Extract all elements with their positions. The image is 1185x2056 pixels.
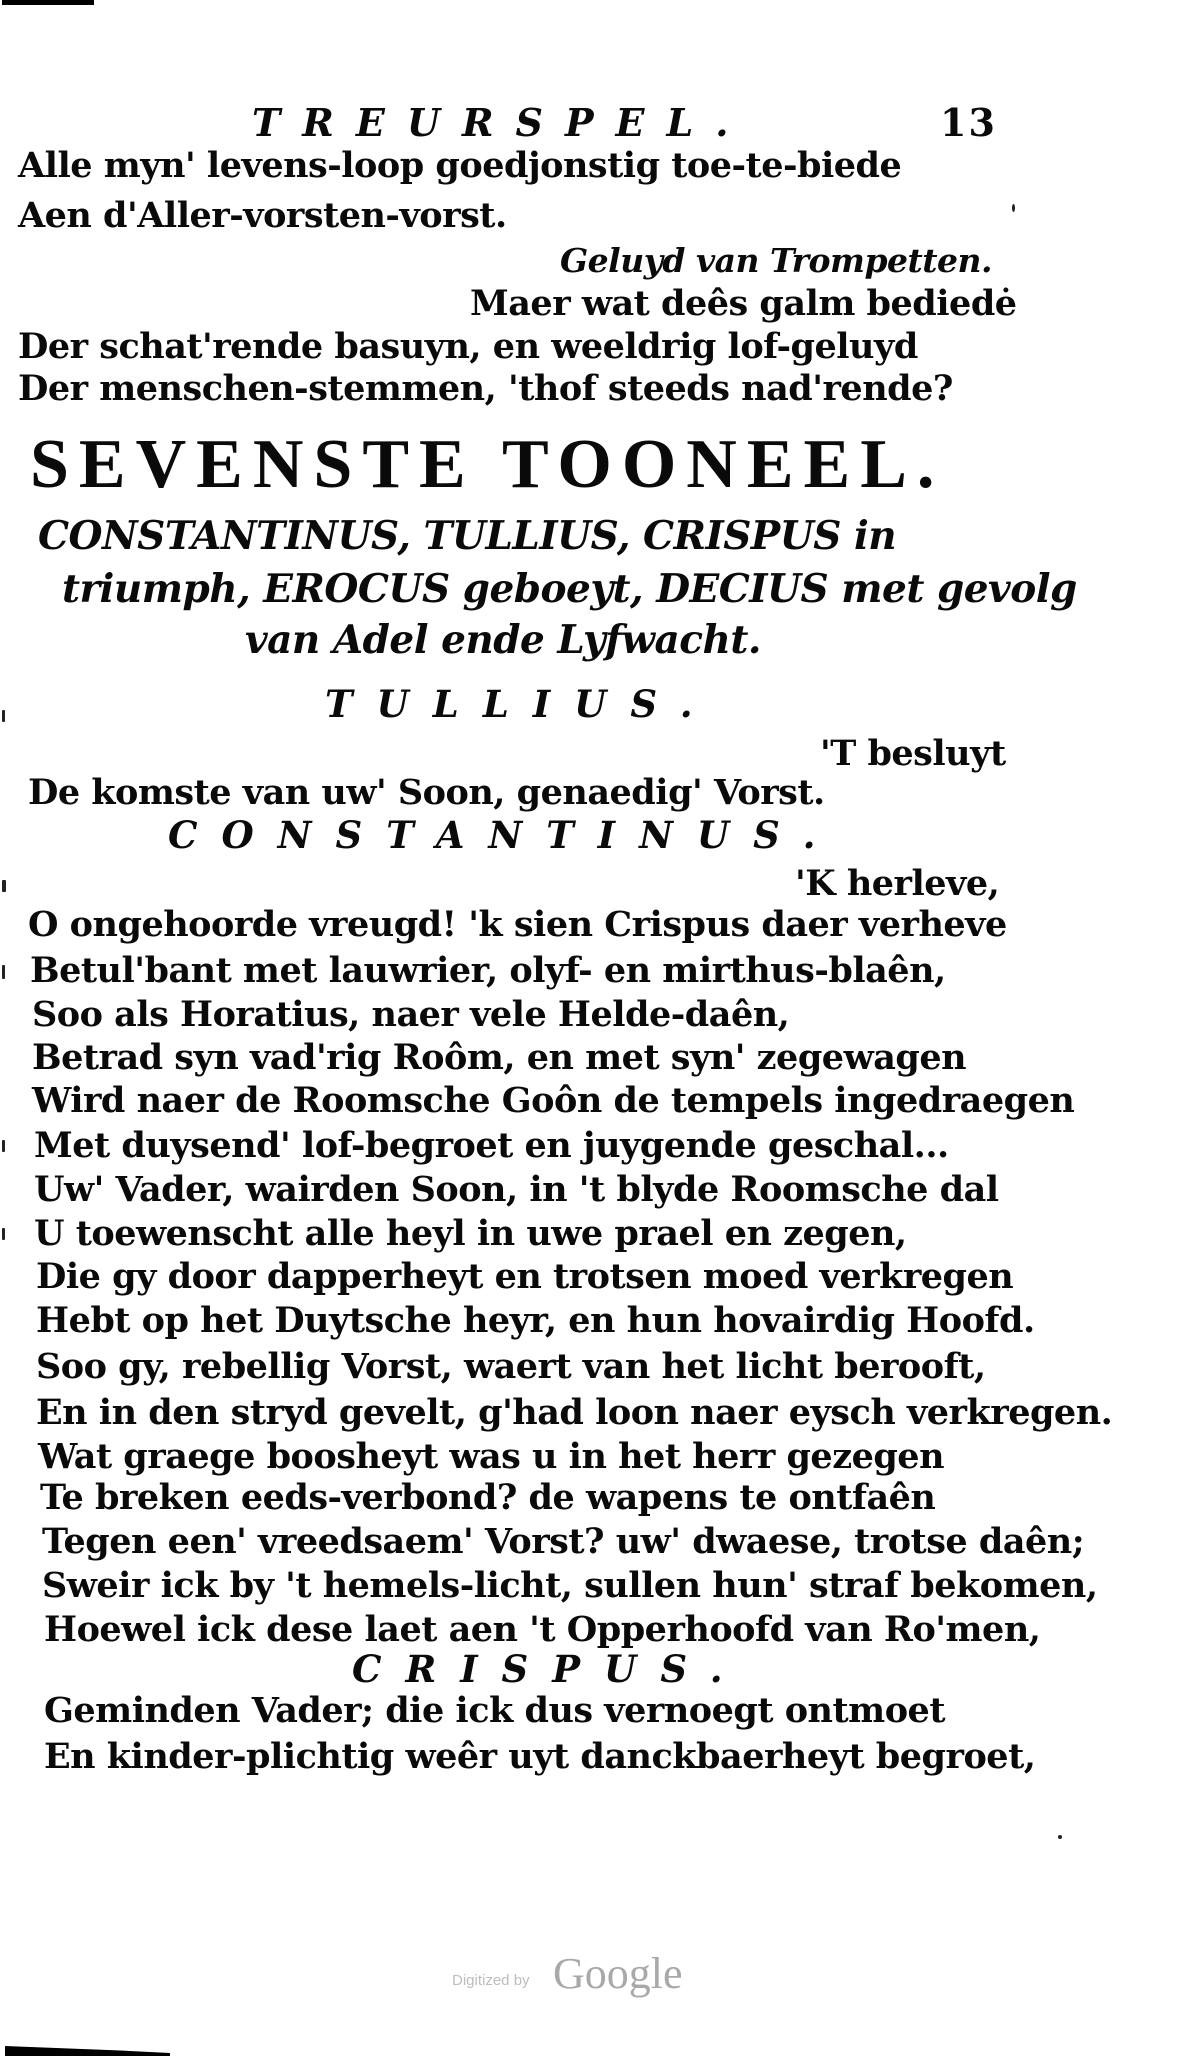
speaker-name: TULLIUS.: [325, 682, 717, 726]
scan-speck: [2, 880, 6, 892]
verse-line: Aen d'Aller-vorsten-vorst.: [18, 195, 507, 236]
verse-line: Tegen een' vreedsaem' Vorst? uw' dwaese, trotse daên;: [42, 1521, 1085, 1562]
verse-line: Sweir ick by 't hemels-licht, sullen hun' straf bekomen,: [42, 1565, 1098, 1606]
verse-line: Der menschen-stemmen, 'thof steeds nad'rende?: [18, 368, 953, 409]
verse-line: Der schat'rende basuyn, en weeldrig lof-geluyd: [18, 326, 918, 367]
verse-line: Hoewel ick dese laet aen 't Opperhoofd van Ro'men,: [44, 1609, 1041, 1650]
verse-line: Uw' Vader, wairden Soon, in 't blyde Roomsche dal: [34, 1169, 999, 1210]
half-line: 'T besluyt: [820, 733, 1006, 774]
digitized-by-label: Digitized by: [452, 1972, 530, 1989]
stage-direction: Geluyd van Trompetten.: [560, 241, 992, 280]
verse-line: Die gy door dapperheyt en trotsen moed verkregen: [36, 1256, 1014, 1297]
scan-speck: [1058, 1835, 1062, 1839]
verse-line: Hebt op het Duytsche heyr, en hun hovairdig Hoofd.: [36, 1300, 1035, 1341]
verse-line: Soo als Horatius, naer vele Helde-daên,: [32, 994, 790, 1035]
speaker-name: CONSTANTINUS.: [168, 813, 840, 857]
verse-line: En in den stryd gevelt, g'had loon naer eysch verkregen.: [36, 1392, 1113, 1433]
verse-line: Alle myn' levens-loop goedjonstig toe-te-biede: [18, 145, 902, 186]
verse-line: Maer wat deês galm bediedė: [470, 283, 1017, 324]
cast-line: van Adel ende Lyfwacht.: [245, 617, 761, 663]
cast-line: triumph, EROCUS geboeyt, DECIUS met gevolg: [62, 566, 1077, 612]
verse-line: Betul'bant met lauwrier, olyf- en mirthus-blaên,: [30, 950, 946, 991]
half-line: 'K herleve,: [795, 863, 1000, 904]
verse-line: En kinder-plichtig weêr uyt danckbaerheyt begroet,: [44, 1736, 1036, 1777]
verse-line: Wird naer de Roomsche Goôn de tempels ingedraegen: [32, 1080, 1075, 1121]
verse-line: U toewenscht alle heyl in uwe prael en zegen,: [34, 1213, 907, 1254]
scan-artifact-top: [2, 0, 94, 5]
verse-line: O ongehoorde vreugd! 'k sien Crispus daer verheve: [28, 904, 1007, 945]
scan-speck: [2, 1140, 5, 1152]
verse-line: Geminden Vader; die ick dus vernoegt ontmoet: [44, 1690, 945, 1731]
running-head: TREURSPEL.: [252, 100, 751, 145]
scan-speck: [2, 710, 5, 722]
verse-line: Met duysend' lof-begroet en juygende geschal...: [34, 1125, 949, 1166]
verse-line: Te breken eeds-verbond? de wapens te ontfaên: [40, 1477, 936, 1518]
scan-speck: [2, 965, 5, 979]
scan-speck: [2, 1228, 5, 1240]
page-number: 13: [940, 100, 997, 145]
scan-edge-bottom: [5, 2046, 170, 2056]
verse-line: De komste van uw' Soon, genaedig' Vorst.: [28, 772, 825, 813]
verse-line: Betrad syn vad'rig Roôm, en met syn' zegewagen: [32, 1037, 967, 1078]
verse-line: Wat graege boosheyt was u in het herr gezegen: [38, 1436, 945, 1477]
speaker-name: CRISPUS.: [352, 1647, 747, 1691]
google-watermark-logo: Google: [553, 1949, 683, 1998]
verse-line: Soo gy, rebellig Vorst, waert van het licht berooft,: [36, 1346, 986, 1387]
scan-speck: [1012, 204, 1015, 212]
scene-title: SEVENSTE TOONEEL.: [30, 426, 945, 503]
cast-line: CONSTANTINUS, TULLIUS, CRISPUS in: [38, 513, 897, 559]
